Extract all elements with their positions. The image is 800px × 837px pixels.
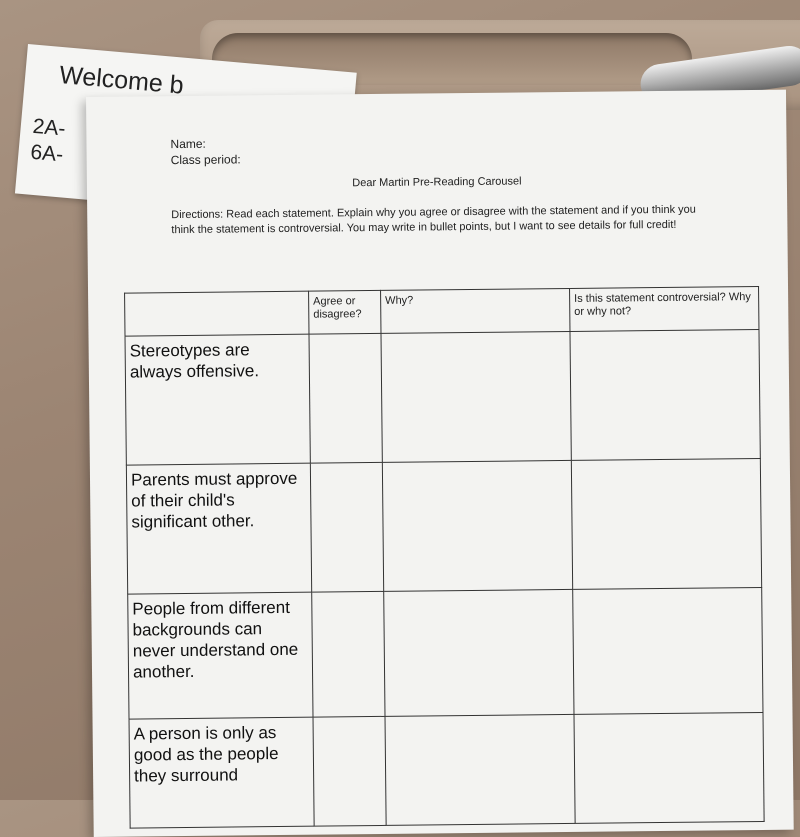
sticky-note-line: 2A-: [31, 114, 67, 141]
statement-cell: Parents must approve of their child's significant other.: [126, 463, 311, 594]
agree-cell[interactable]: [309, 333, 382, 463]
why-cell[interactable]: [385, 714, 575, 825]
why-cell[interactable]: [384, 589, 574, 716]
statement-cell: A person is only as good as the people they surround: [129, 717, 314, 828]
agree-cell[interactable]: [310, 462, 383, 592]
controversial-cell[interactable]: [574, 712, 764, 823]
table-header-row: [125, 286, 759, 336]
controversial-cell[interactable]: [571, 458, 761, 589]
statement-cell: People from different backgrounds can never understand one another.: [128, 592, 313, 719]
agree-cell[interactable]: [312, 591, 385, 717]
worksheet-page: [86, 90, 794, 837]
student-info-block: [170, 135, 240, 168]
table-row: [125, 329, 760, 465]
statement-cell: Stereotypes are always offensive.: [125, 334, 310, 465]
why-cell[interactable]: [381, 331, 571, 462]
sticky-note-line: 6A-: [29, 140, 65, 167]
table-row: [129, 712, 764, 828]
table-row: [128, 587, 763, 719]
controversial-cell[interactable]: [573, 587, 763, 714]
sticky-note-title: Welcome b: [58, 60, 185, 100]
name-label: Name:: [170, 136, 206, 152]
agree-cell[interactable]: [313, 716, 386, 826]
header-why: Why?: [381, 288, 570, 333]
worksheet-title: Dear Martin Pre-Reading Carousel: [352, 175, 522, 190]
directions-text: Directions: Read each statement. Explain why you agree or disagree with the statement and if you think you think the statement is controversial. You may write in bullet points, but I want to see details for full credit!: [171, 203, 696, 237]
why-cell[interactable]: [382, 460, 572, 591]
header-statement: [125, 291, 309, 336]
header-agree-disagree: Agree or disagree?: [309, 290, 381, 334]
table-row: [126, 458, 761, 594]
header-controversial: Is this statement controversial? Why or why not?: [570, 286, 759, 331]
carousel-table: [124, 286, 765, 829]
class-period-label: Class period:: [170, 152, 241, 168]
controversial-cell[interactable]: [570, 329, 760, 460]
